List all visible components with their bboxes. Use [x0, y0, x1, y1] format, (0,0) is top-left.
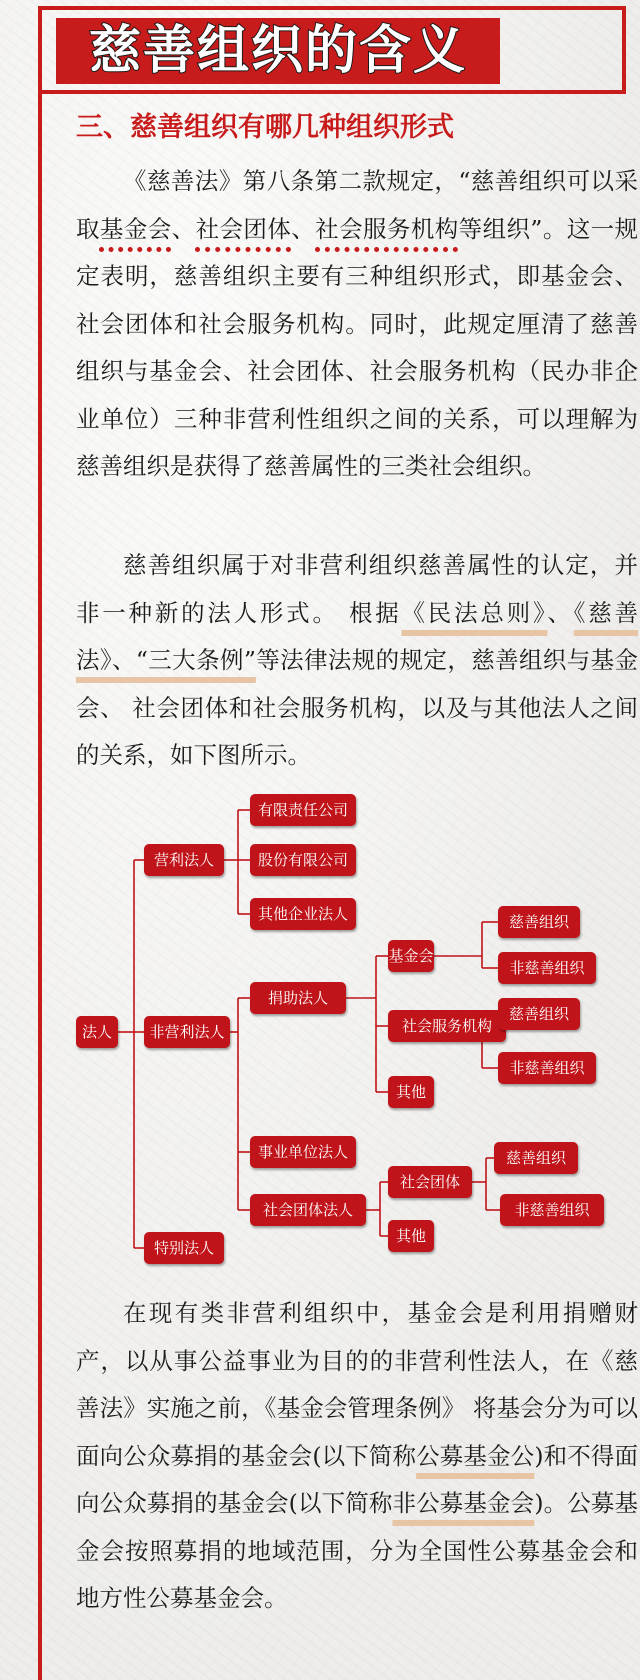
- node-non-charity-3: 非慈善组织: [500, 1194, 604, 1226]
- node-charity-2: 慈善组织: [498, 998, 580, 1030]
- p1-sep-b: 、: [291, 214, 316, 243]
- node-non-charity-1: 非慈善组织: [498, 952, 596, 984]
- p2-text-b: 等法律法规的规定，慈善组织与基金会、 社会团体和社会服务机构，以及与其他法人之间的关系，如下图所示。: [76, 646, 639, 769]
- legal-entity-diagram: [74, 786, 640, 1270]
- node-charity-3: 慈善组织: [494, 1142, 578, 1174]
- node-special: 特别法人: [144, 1232, 224, 1264]
- left-accent-line: [38, 92, 42, 1680]
- p3-text-a: 在现有类非营利组织中，基金会是利用捐赠财产，以从事公益事业为目的的非营利性法人，在《慈善法》实施之前，《基金会管理条例》 将基会分为可以面向公众募捐的基金会(以下简称: [76, 1299, 638, 1470]
- p2-sep: 、: [547, 598, 574, 627]
- node-for-profit: 营利法人: [144, 844, 224, 876]
- node-joint-stock: 股份有限公司: [250, 844, 356, 876]
- p1-term-foundation: 基金会: [99, 214, 172, 243]
- p1-text-a: 《慈善法》第八条第二款规定，“慈善组织可以采取: [76, 167, 638, 243]
- node-limited-company: 有限责任公司: [250, 794, 356, 826]
- node-social-group-legal: 社会团体法人: [250, 1194, 366, 1226]
- p3-text-b: )和不得面向公众募捐的基金会(以下简称: [76, 1441, 639, 1517]
- p1-text-b: 等组织”。这一规定表明，慈善组织主要有三种组织形式，即基金会、社会团体和社会服务机构。同时，此规定厘清了慈善组织与基金会、社会团体、社会服务机构（民办非企业单位）三种非营利性组织之间的关系，可以理解为慈善组织是获得了慈善属性的三类社会组织。: [76, 214, 639, 480]
- node-other-1: 其他: [388, 1076, 434, 1108]
- p2-term-charity-law: 《慈善法》、“三大条例”: [76, 598, 638, 674]
- paragraph-1: [76, 158, 638, 491]
- p2-text-a: 慈善组织属于对非营利组织慈善属性的认定，并非一种新的法人形式。 根据: [76, 551, 638, 627]
- page-title: 慈善组织的含义: [88, 21, 467, 81]
- node-public-institution: 事业单位法人: [250, 1136, 356, 1168]
- p2-term-civil-code: 《民法总则》: [401, 598, 548, 627]
- p1-sep-a: 、: [171, 214, 196, 243]
- node-social-service: 社会服务机构: [388, 1010, 506, 1042]
- paragraph-3: [76, 1290, 638, 1623]
- paragraph-2: [76, 542, 638, 780]
- node-other-2: 其他: [388, 1220, 434, 1252]
- node-charity-1: 慈善组织: [498, 906, 580, 938]
- node-non-profit: 非营利法人: [144, 1016, 230, 1048]
- node-non-charity-2: 非慈善组织: [498, 1052, 596, 1084]
- p3-term-nonpublic-fund: 非公募基金会: [392, 1489, 535, 1517]
- title-banner: [56, 18, 500, 84]
- node-legal-person: 法人: [76, 1016, 118, 1048]
- p1-term-social-service: 社会服务机构: [315, 214, 459, 243]
- node-donation-legal: 捐助法人: [250, 982, 346, 1014]
- p3-text-c: )。公募基金会按照募捐的地域范围，分为全国性公募基金会和地方性公募基金会。: [76, 1489, 639, 1612]
- node-foundation: 基金会: [388, 940, 434, 972]
- node-other-enterprise: 其他企业法人: [250, 898, 356, 930]
- p1-term-social-group: 社会团体: [195, 214, 292, 243]
- p3-term-public-fund: 公募基金公: [416, 1441, 535, 1470]
- node-social-group: 社会团体: [388, 1166, 472, 1198]
- section-heading: 三、慈善组织有哪几种组织形式: [76, 112, 454, 143]
